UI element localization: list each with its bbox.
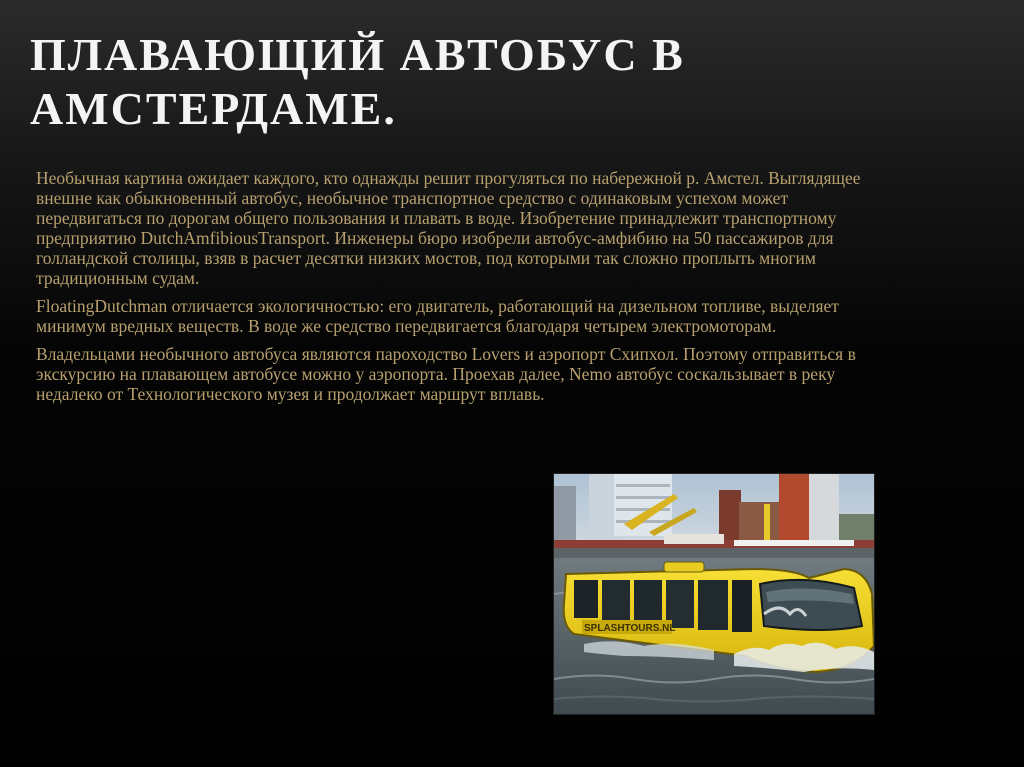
- amphibious-bus-photo: [553, 473, 875, 715]
- slide-title-line-1: ПЛАВАЮЩИЙ АВТОБУС В: [30, 29, 685, 80]
- slide-body: [36, 168, 868, 412]
- paragraph-ecology: FloatingDutchman отличается экологичностью: его двигатель, работающий на дизельном топливе, выделяет минимум вредных веществ. В воде же средство передвигается благодаря четырем электромоторам.: [36, 296, 839, 336]
- paragraph-intro: Необычная картина ожидает каждого, кто однажды решит прогуляться по набережной р. Амстел. Выглядящее внешне как обыкновенный автобус, необычное транспортное средство с одинаковым успехом может передвигаться по дорогам общего пользования и плавать в воде. Изобретение принадлежит транспортному предприятию DutchAmfibiousTransport. Инженеры бюро изобрели автобус-амфибию на 50 пассажиров для голландской столицы, взяв в расчет десятки низких мостов, под которыми так сложно проплыть многим традиционным судам.: [36, 168, 861, 288]
- slide-title: [30, 28, 930, 136]
- slide-title-line-2: АМСТЕРДАМЕ.: [30, 83, 397, 134]
- bus-side-lettering: SPLASHTOURS.NL: [584, 623, 676, 634]
- paragraph-owners: Владельцами необычного автобуса являются пароходство Lovers и аэропорт Схипхол. Поэтому отправиться в экскурсию на плавающем автобусе можно у аэропорта. Проехав далее, Nemo автобус соскальзывает в реку недалеко от Технологического музея и продолжает маршрут вплавь.: [36, 344, 856, 404]
